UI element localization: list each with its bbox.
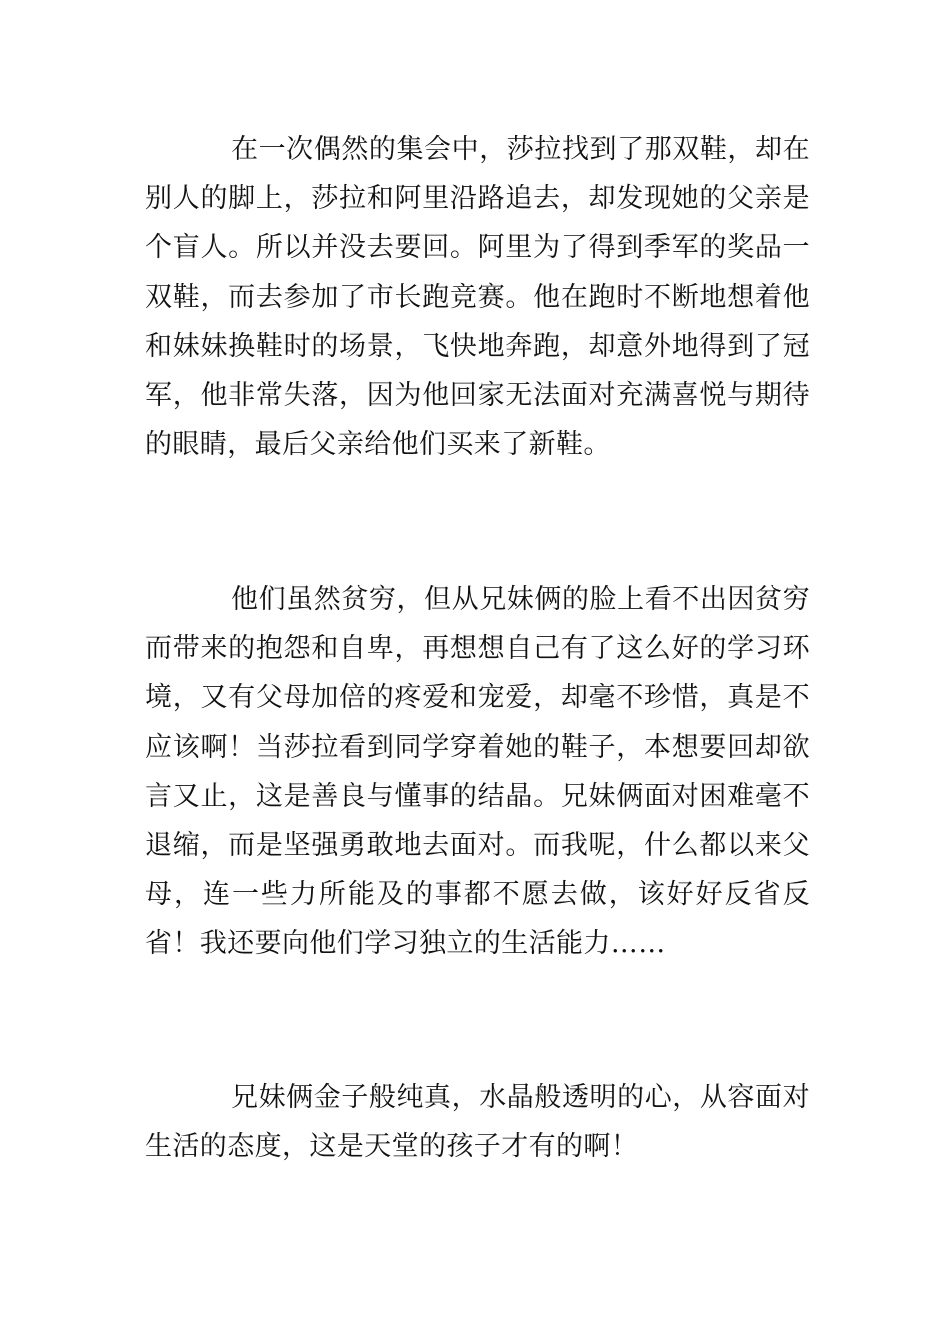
paragraph-1: 在一次偶然的集会中，莎拉找到了那双鞋，却在别人的脚上，莎拉和阿里沿路追去，却发现她的父亲是个盲人。所以并没去要回。阿里为了得到季军的奖品一双鞋，而去参加了市长跑竞赛。他在跑时不断地想着他和妹妹换鞋时的场景，飞快地奔跑，却意外地得到了冠军，他非常失落，因为他回家无法面对充满喜悦与期待的眼睛，最后父亲给他们买来了新鞋。 [145,134,810,461]
paragraph-2: 他们虽然贫穷，但从兄妹俩的脸上看不出因贫穷而带来的抱怨和自卑，再想想自己有了这么好的学习环境，又有父母加倍的疼爱和宠爱，却毫不珍惜，真是不应该啊！当莎拉看到同学穿着她的鞋子，本想要回却欲言又止，这是善良与懂事的结晶。兄妹俩面对困难毫不退缩，而是坚强勇敢地去面对。而我呢，什么都以来父母，连一些力所能及的事都不愿去做，该好好反省反省！我还要向他们学习独立的生活能力…… [145,584,810,960]
paragraph-3: 兄妹俩金子般纯真，水晶般透明的心，从容面对生活的态度，这是天堂的孩子才有的啊！ [145,1082,810,1163]
